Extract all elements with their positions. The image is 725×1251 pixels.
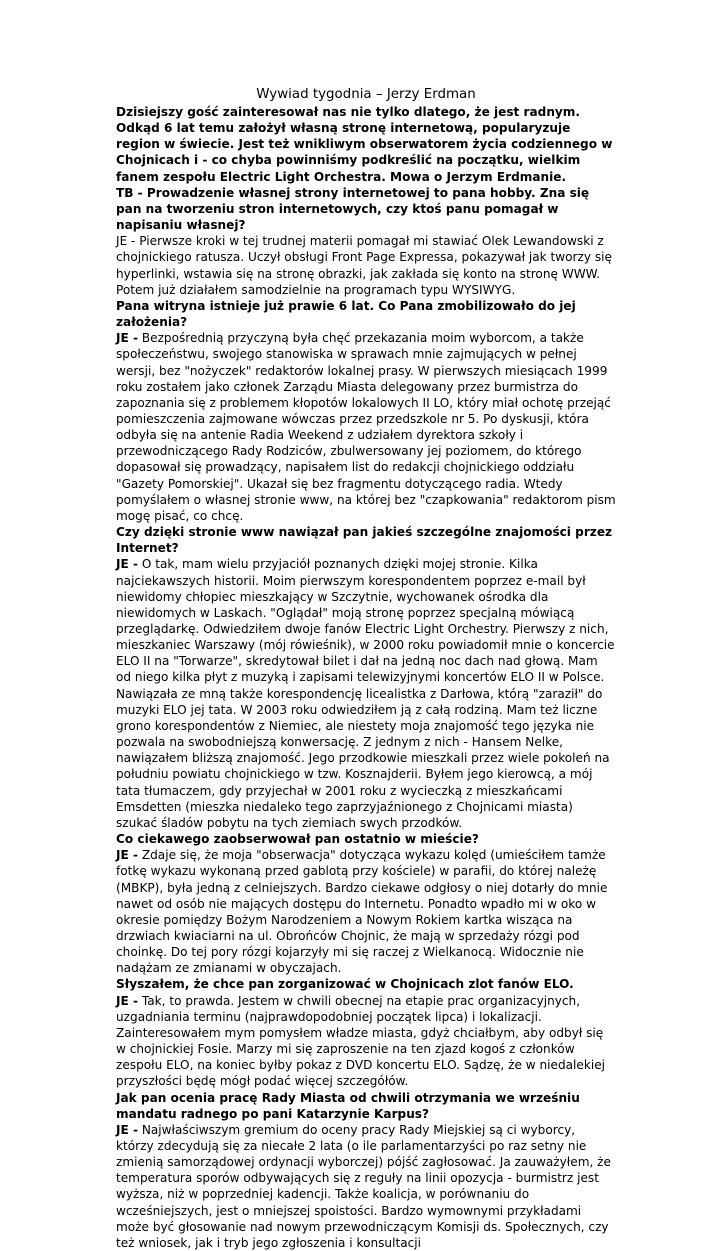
answer-1 [116, 233, 616, 298]
answer-text: Najwłaściwszym gremium do oceny pracy Rady Miejskiej są ci wyborcy, którzy zdecydują się za niecałe 2 lata (o ile parlamentarzyści po raz setny nie zmienią samorządowej ordynacji wyborczej) pójść zagłosować. Ja zauważyłem, że temperatura sporów odbywających się z reguły na linii opozycja - burmistrz jest wyższa, niż w poprzedniej kadencji. Także koalicja, w porównaniu do wcześniejszych, jest o mniejszej spoistości. Bardzo wymownymi przykładami może być głosowanie nad nowym przewodniczącym Komisji ds. Społecznych, czy też wniosek, jak i tryb jego zgłoszenia i konsultacji [116, 1122, 611, 1250]
answer-text: Zdaje się, że moja "obserwacja" dotycząca wykazu kolęd (umieściłem tamże fotkę wykazu wykonaną przed gablotą przy kościele) w parafii, do której należę (MBKP), była jedną z celniejszych. Bardzo ciekawe odgłosy o niej dotarły do mnie nawet od osób nie mających dostępu do Internetu. Ponadto wpadło mi w oko w okresie pomiędzy Bożym Narodzeniem a Nowym Rokiem kartka wisząca na drzwiach kwiaciarni na ul. Obrońców Chojnic, że mają w sprzedaży rózgi pod choinkę. Do tej pory rózgi kojarzyły mi się raczej z Wielkanocą. Widocznie nie nadążam ze zmianami w obyczajach. [116, 848, 608, 976]
answer-3 [116, 556, 616, 831]
article-title: Wywiad tygodnia – Jerzy Erdman [256, 87, 476, 102]
question-6: Jak pan ocenia pracę Rady Miasta od chwili otrzymania we wrześniu mandatu radnego po pani Katarzynie Karpus? [116, 1090, 580, 1121]
speaker-label: JE - [116, 1122, 138, 1137]
question-5: Słyszałem, że chce pan zorganizować w Chojnicach zlot fanów ELO. [116, 977, 574, 992]
answer-text: JE - Pierwsze kroki w tej trudnej materii pomagał mi stawiać Olek Lewandowski z chojnickiego ratusza. Uczył obsługi Front Page Expressa, pokazywał jak tworzy się hyperlinki, wstawia się na stronę obrazki, jak zakłada się konto na stronę WWW. Potem już działałem samodzielnie na programach typu WYSIWYG. [116, 234, 612, 297]
question-2: Pana witryna istnieje już prawie 6 lat. Co Pana zmobilizowało do jej założenia? [116, 298, 576, 330]
answer-4 [116, 847, 616, 976]
answer-text: O tak, mam wielu przyjaciół poznanych dzięki mojej stronie. Kilka najciekawszych historii. Moim pierwszym korespondentem poprzez e-mail był niewidomy chłopiec mieszkający w Szczytnie, wychowanek ośrodka dla niewidomych w Laskach. "Oglądał" moją stronę poprzez specjalną mówiącą przeglądarkę. Odwiedziłem dwoje fanów Electric Light Orchestry. Pierwszy z nich, mieszkaniec Warszawy (mój rówieśnik), w 2000 roku powiadomił mnie o koncercie ELO II na "Torwarze", skredytował bilet i dał na jedną noc dach nad głową. Mam od niego kilka płyt z muzyką i zapisami telewizyjnymi koncertów ELO II w Polsce. Nawiązała ze mną także korespondencję licealistka z Darłowa, którą "zaraził" do muzyki ELO jej tata. W 2003 roku odwiedziłem ją z całą rodziną. Mam też liczne grono korespondentów z Niemiec, ale niestety moja znajomość tego języka nie pozwala na swobodniejszą konwersację. Z jednym z nich - Hansem Nelke, nawiązałem bliższą znajomość. Jego przodkowie mieszkali przez wiele pokoleń na południu powiatu chojnickiego w tzw. Kosznajderii. Byłem jego kierowcą, a mój tata tłumaczem, gdy przyjechał w 2001 roku z wycieczką z mieszkańcami Emsdetten (mieszka niedaleko tego zaprzyjaźnionego z Chojnicami miasta) szukać śladów pobytu na tych ziemiach swych przodków. [116, 557, 615, 830]
article-lead: Dzisiejszy gość zainteresował nas nie tylko dlatego, że jest radnym. Odkąd 6 lat temu założył własną stronę internetową, popularyzuje region w świecie. Jest też wnikliwym obserwatorem życia codziennego w Chojnicach i - co chyba powinniśmy podkreślić na początku, wielkim fanem zespołu Electric Light Orchestra. Mowa o Jerzym Erdmanie. [116, 105, 613, 184]
answer-5 [116, 993, 616, 1090]
speaker-label: JE - [116, 993, 138, 1008]
article [116, 86, 616, 1251]
question-3: Czy dzięki stronie www nawiązał pan jakieś szczególne znajomości przez Internet? [116, 525, 613, 556]
answer-2 [116, 330, 616, 524]
answer-text: Bezpośrednią przyczyną była chęć przekazania moim wyborcom, a także społeczeństwu, swojego stanowiska w sprawach mnie zajmujących w pełnej wersji, bez "nożyczek" redaktorów lokalnej prasy. W pierwszych miesiącach 1999 roku zostałem jako członek Zarządu Miasta delegowany przez burmistrza do zapoznania się z problemem kłopotów lokalowych II LO, który miał ochotę przejąć pomieszczenia zajmowane wówczas przez przedszkole nr 5. Po dyskusji, która odbyła się na antenie Radia Weekend z udziałem dyrektora szkoły i przewodniczącego Rady Rodziców, zbulwersowany jej poziomem, do którego dopasował się prowadzący, napisałem list do redakcji chojnickiego oddziału "Gazety Pomorskiej". Ukazał się bez fragmentu dotyczącego radia. Wtedy pomyślałem o własnej stronie www, na której bez "czapkowania" redaktorom pism mogę pisać, co chcę. [116, 331, 616, 523]
question-4: Co ciekawego zaobserwował pan ostatnio w mieście? [116, 832, 479, 847]
speaker-label: JE - [116, 848, 138, 863]
speaker-label: JE - [116, 557, 138, 572]
speaker-label: JE - [116, 331, 138, 346]
answer-text: Tak, to prawda. Jestem w chwili obecnej na etapie prac organizacyjnych, uzgadniania terminu (najprawdopodobniej początek lipca) i lokalizacji. Zainteresowałem mym pomysłem władze miasta, gdyż chciałbym, aby odbył się w chojnickiej Fosie. Marzy mi się zaproszenie na ten zjazd kogoś z członków zespołu ELO, na koniec byłby pokaz z DVD koncertu ELO. Sądzę, że w niedalekiej przyszłości będę mógł podać więcej szczegółów. [116, 993, 605, 1089]
question-1: TB - Prowadzenie własnej strony internetowej to pana hobby. Zna się pan na tworzeniu stron internetowych, czy ktoś panu pomagał w napisaniu własnej? [116, 185, 590, 233]
answer-6 [116, 1122, 616, 1251]
